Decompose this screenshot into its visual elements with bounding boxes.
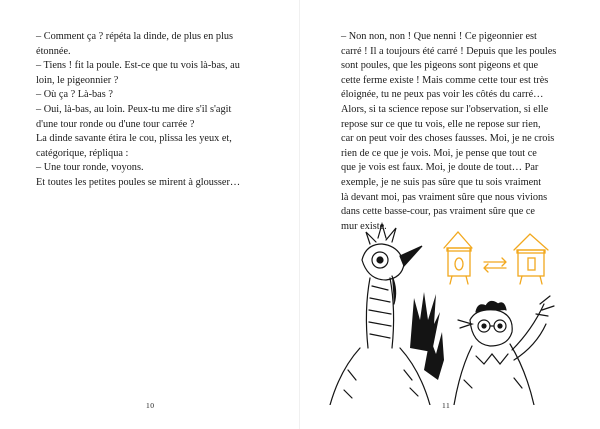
pigeonnier-sketches [444,232,548,284]
right-page-text [341,30,564,234]
right-page-line: mur existe. [341,220,387,232]
right-page-line: Alors, si ta science repose sur l'observation, si elle [341,103,549,115]
right-page-line: cette ferme existe ! Mais comme cette tour est très [341,74,549,86]
left-page-text [36,30,266,191]
right-page-line: éloignée, tu ne peux pas voir les côtés du carré… [341,89,544,101]
left-page-line: étonnée. [36,45,71,57]
chicken-illustration [300,220,600,405]
left-page-line: loin, le pigeonnier ? [36,74,119,86]
right-page-line: exemple, je ne suis pas sûre que tu sois vraiment [341,176,542,188]
right-page-line: que je vois est faux. Moi, je doute de tout… Par [341,162,539,174]
left-page-line: Et toutes les petites poules se mirent à glousser… [36,176,241,188]
hen-drawing [454,296,554,405]
left-page-line: – Oui, là-bas, au loin. Peux-tu me dire s'il s'agit [36,103,232,115]
left-page-line: – Comment ça ? répéta la dinde, de plus en plus [36,31,234,42]
right-page-line: – Non non, non ! Que nenni ! Ce pigeonnier est [341,31,537,42]
black-feathers [410,292,444,380]
left-page-line: d'une tour ronde ou d'une tour carrée ? [36,118,195,130]
page-number-right: 11 [442,401,451,410]
right-page-line: car on peut voir des choses fausses. Moi, je ne crois [341,133,555,145]
left-page-line: – Où ça ? Là-bas ? [36,89,113,101]
right-page [300,0,600,429]
right-page-line: sont poules, que les pigeons sont pigeons et que [341,60,539,72]
right-page-line: dans cette basse-cour, pas vraiment sûre que ce [341,206,536,218]
left-page-line: – Tiens ! fit la poule. Est-ce que tu vois là-bas, au [36,60,240,72]
left-page-line: – Une tour ronde, voyons. [36,162,144,174]
right-page-line: là devant moi, pas vraiment sûre que nous vivions [341,191,548,203]
right-page-line: rien de ce que je vois. Moi, je pense que tout ce [341,147,537,159]
page-number-left: 10 [146,401,155,410]
right-page-line: repose sur ce que tu vois, elle ne repose sur rien, [341,118,541,130]
right-page-line: carré ! Il a toujours été carré ! Depuis que les poules [341,45,557,57]
left-page-line: catégorique, répliqua : [36,147,129,159]
left-page-line: La dinde savante étira le cou, plissa les yeux et, [36,133,232,145]
